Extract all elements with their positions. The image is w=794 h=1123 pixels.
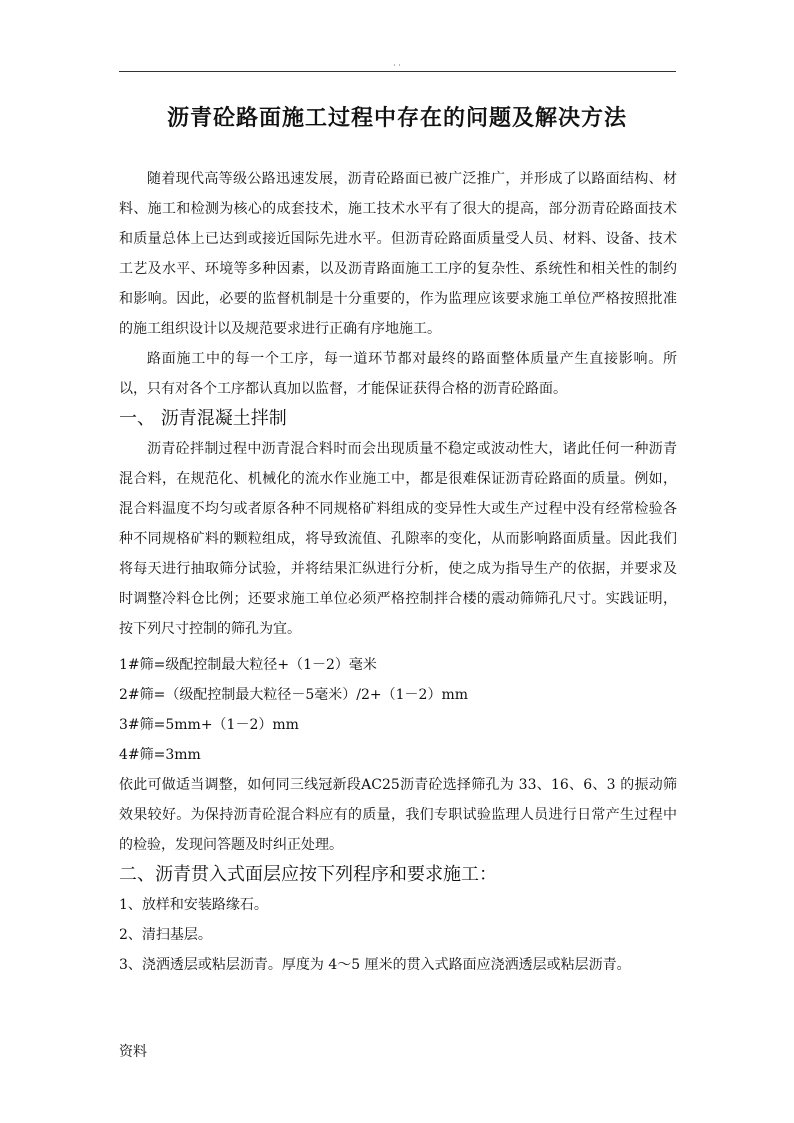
step-item-3: 3、浇洒透层或粘层沥青。厚度为 4～5 厘米的贯入式路面应浇洒透层或粘层沥青。 [119, 957, 631, 973]
intro-paragraph-2: 路面施工中的每一个工序，每一道环节都对最终的路面整体质量产生直接影响。所以，只有对各个工序都认真加以监督，才能保证获得合格的沥青砼路面。 [119, 351, 677, 397]
sieve-line-1: 1#筛=级配控制最大粒径+（1－2）毫米 [119, 657, 377, 673]
header-rule [119, 71, 676, 72]
document-title: 沥青砼路面施工过程中存在的问题及解决方法 [166, 105, 627, 131]
document-body [119, 164, 677, 980]
header-mark: · · [393, 61, 401, 70]
footer-label: 资料 [119, 1044, 147, 1060]
sieve-line-4: 4#筛=3mm [119, 747, 201, 763]
section-heading-1: 一、 沥青混凝土拌制 [119, 408, 287, 429]
section-heading-2: 二、沥青贯入式面层应按下列程序和要求施工： [119, 864, 497, 885]
intro-paragraph: 随着现代高等级公路迅速发展，沥青砼路面已被广泛推广，并形成了以路面结构、材料、施工和检测为核心的成套技术，施工技术水平有了很大的提高，部分沥青砼路面技术和质量总体上已达到或接近国际先进水平。但沥青砼路面质量受人员、材料、设备、技术工艺及水平、环境等多种因素，以及沥青路面施工工序的复杂性、系统性和相关性的制约和影响。因此，必要的监督机制是十分重要的，作为监理应该要求施工单位严格按照批准的施工组织设计以及规范要求进行正确有序地施工。 [119, 171, 677, 337]
step-item-1: 1、放样和安装路缘石。 [119, 897, 268, 913]
sieve-line-2: 2#筛=（级配控制最大粒径－5毫米）/2+（1－2）mm [119, 687, 468, 703]
section-1-conclusion: 依此可做适当调整，如何同三线冠新段AC25沥青砼选择筛孔为 33、16、6、3 的振动筛效果较好。为保持沥青砼混合料应有的质量，我们专职试验监理人员进行日常产生过程中的检验，发现问答题及时纠正处理。 [119, 777, 677, 853]
sieve-line-3: 3#筛=5mm+（1－2）mm [119, 717, 299, 733]
step-item-2: 2、清扫基层。 [119, 927, 212, 943]
section-1-paragraph: 沥青砼拌制过程中沥青混合料时而会出现质量不稳定或波动性大，诸此任何一种沥青混合料，在规范化、机械化的流水作业施工中，都是很难保证沥青砼路面的质量。例如，混合料温度不均匀或者原各种不同规格矿料组成的变异性大或生产过程中没有经常检验各种不同规格矿料的颗粒组成，将导致流值、孔隙率的变化，从而影响路面质量。因此我们将每天进行抽取筛分试验，并将结果汇纵进行分析，使之成为指导生产的依据，并要求及时调整冷料仓比例；还要求施工单位必须严格控制拌合楼的震动筛筛孔尺寸。实践证明，按下列尺寸控制的筛孔为宜。 [119, 441, 677, 637]
